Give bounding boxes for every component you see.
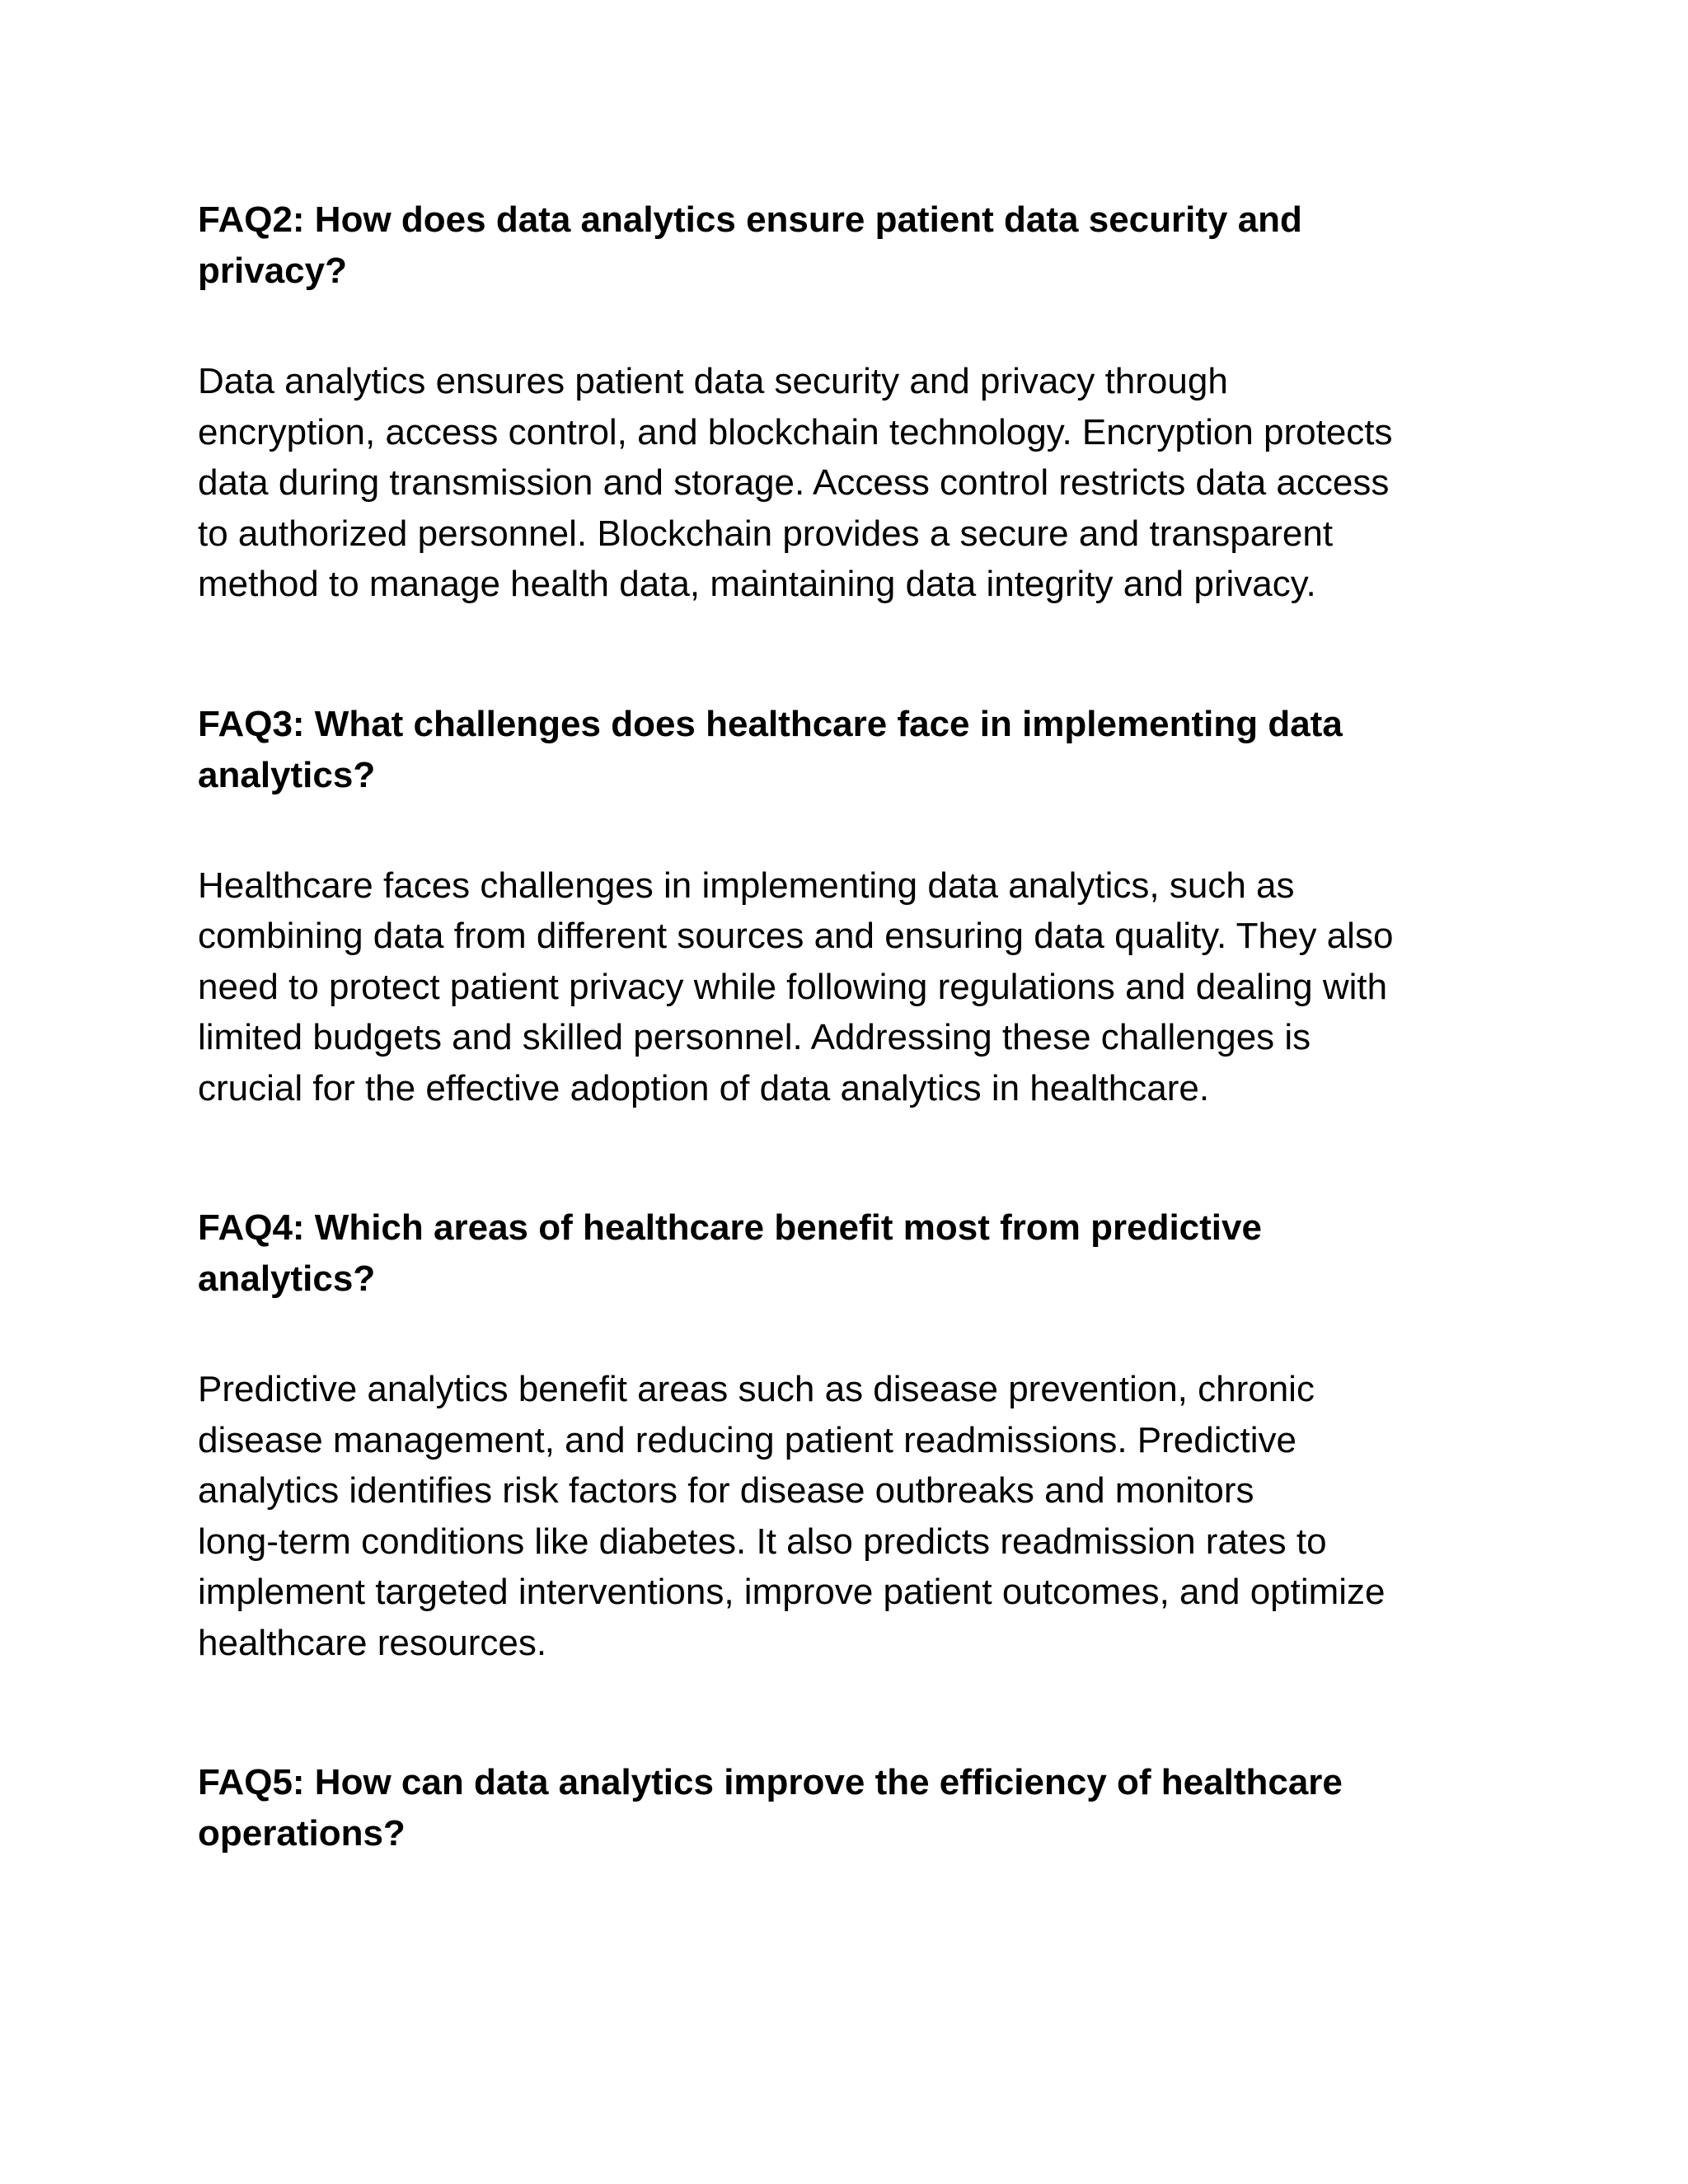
faq-question-line: analytics? [198,1258,376,1299]
faq-answer-line: crucial for the effective adoption of data analytics in healthcare. [198,1067,1210,1108]
faq-question-line: analytics? [198,754,376,795]
faq-answer-line: data during transmission and storage. Access control restricts data access [198,462,1390,503]
faq-answer [198,356,1517,610]
faq-answer-line: limited budgets and skilled personnel. Addressing these challenges is [198,1017,1311,1057]
faq-answer-line: Predictive analytics benefit areas such as disease prevention, chronic [198,1369,1315,1409]
faq-answer-line: long-term conditions like diabetes. It also predicts readmission rates to [198,1521,1327,1562]
faq-answer [198,860,1517,1114]
document-page [198,194,1517,1859]
faq-question-line: FAQ4: Which areas of healthcare benefit most from predictive [198,1207,1262,1248]
faq-answer [198,1364,1517,1668]
faq-question-line: privacy? [198,251,347,291]
faq-answer-line: method to manage health data, maintaining data integrity and privacy. [198,564,1316,604]
faq-answer-line: encryption, access control, and blockchain technology. Encryption protects [198,411,1393,452]
faq-answer-line: implement targeted interventions, improve patient outcomes, and optimize [198,1572,1386,1612]
faq-answer-line: need to protect patient privacy while following regulations and dealing with [198,966,1388,1007]
faq-section [198,699,1517,1114]
faq-answer-line: to authorized personnel. Blockchain provides a secure and transparent [198,513,1334,554]
faq-question-line: FAQ2: How does data analytics ensure patient data security and [198,199,1302,240]
faq-question-line: operations? [198,1813,406,1854]
faq-answer-line: Data analytics ensures patient data security and privacy through [198,361,1228,401]
faq-question [198,1757,1517,1859]
faq-section [198,194,1517,610]
faq-question-line: FAQ5: How can data analytics improve the efficiency of healthcare [198,1762,1343,1802]
faq-answer-line: healthcare resources. [198,1622,547,1663]
faq-question [198,699,1517,801]
faq-question [198,194,1517,297]
faq-section [198,1757,1517,1859]
faq-question [198,1202,1517,1305]
faq-answer-line: analytics identifies risk factors for disease outbreaks and monitors [198,1470,1254,1511]
faq-answer-line: disease management, and reducing patient readmissions. Predictive [198,1419,1296,1460]
faq-section [198,1202,1517,1668]
faq-question-line: FAQ3: What challenges does healthcare face in implementing data [198,703,1343,744]
faq-answer-line: Healthcare faces challenges in implementing data analytics, such as [198,865,1295,906]
faq-answer-line: combining data from different sources and ensuring data quality. They also [198,916,1394,956]
